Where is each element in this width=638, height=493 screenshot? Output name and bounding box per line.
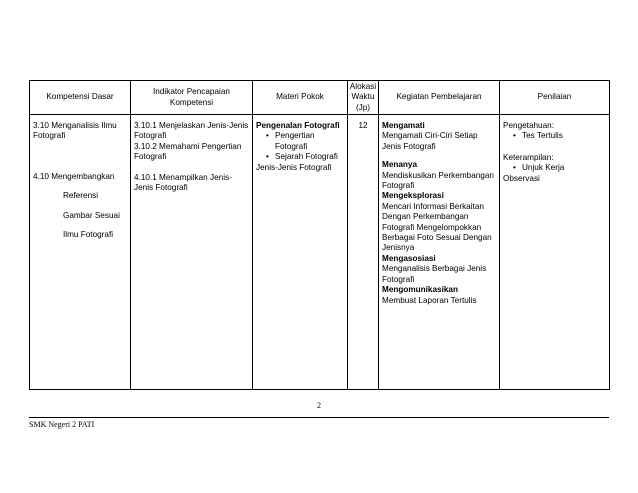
header-indikator: Indikator Pencapaian Kompetensi (131, 81, 253, 115)
cell-indikator (131, 115, 253, 390)
kegiatan-menanya-text: Mendiskusikan Perkembangan Fotografi (382, 170, 494, 191)
indikator-3-10-1: 3.10.1 Menjelaskan Jenis-Jenis Fotografi (134, 121, 249, 141)
indikator-3-10-2: 3.10.2 Memahami Pengertian Fotografi (134, 141, 242, 162)
table-row (30, 115, 610, 390)
penilaian-pengetahuan-list (503, 131, 606, 141)
kegiatan-mengamati-text: Mengamati Ciri-Ciri Setiap Jenis Fotografi (382, 131, 478, 151)
kegiatan-eksplorasi-label: Mengeksplorasi (382, 191, 444, 201)
kegiatan-menanya-label: Menanya (382, 160, 418, 170)
indikator-4-10-1: 4.10.1 Menampilkan Jenis-Jenis Fotografi (134, 172, 232, 193)
cell-alokasi: 12 (348, 115, 379, 390)
materi-title: Pengenalan Fotografi (256, 121, 340, 130)
table-header-row (30, 81, 610, 115)
footer-divider (29, 417, 609, 418)
header-penilaian: Penilaian (500, 81, 610, 115)
kegiatan-komunikasi-text: Membuat Laporan Tertulis (382, 295, 477, 305)
kegiatan-mengamati-label: Mengamati (382, 121, 425, 130)
kegiatan-asosiasi-text: Menganalisis Berbagai Jenis Fotografi (382, 264, 487, 284)
penilaian-keterampilan-label: Keterampilan: (503, 152, 554, 162)
header-kompetensi-dasar: Kompetensi Dasar (30, 81, 131, 115)
list-item: • Pengertian Fotografi (266, 131, 344, 152)
materi-list (256, 131, 344, 162)
cell-kompetensi-dasar (30, 115, 131, 390)
materi-tail: Jenis-Jenis Fotografi (256, 162, 332, 172)
penilaian-pengetahuan-label: Pengetahuan: (503, 121, 554, 130)
list-item: • Tes Tertulis (513, 131, 606, 141)
cell-penilaian (500, 115, 610, 390)
footer-school-name: SMK Negeri 2 PATI (29, 420, 95, 429)
kegiatan-asosiasi-label: Mengasosiasi (382, 253, 436, 263)
kd-item: Gambar Sesuai (63, 210, 120, 220)
penilaian-keterampilan-list (503, 163, 606, 173)
kd-4-10: 4.10 Mengembangkan (33, 171, 115, 181)
kegiatan-eksplorasi-text: Mencari Informasi Berkaitan Dengan Perkembangan Fotografi Mengelompokkan Berbagai Foto Sesuai Dengan Jenisnya (382, 201, 492, 253)
penilaian-keterampilan-tail: Observasi (503, 173, 540, 183)
kd-3-10: 3.10 Menganalisis Ilmu Fotografi (33, 121, 117, 141)
page-number: 2 (317, 401, 321, 410)
cell-kegiatan (379, 115, 500, 390)
lesson-plan-table (29, 80, 610, 390)
list-item: • Sejarah Fotografi (266, 152, 344, 162)
header-alokasi-waktu: Alokasi Waktu (Jp) (348, 81, 379, 115)
kegiatan-komunikasi-label: Mengomunikasikan (382, 285, 458, 295)
header-materi-pokok: Materi Pokok (253, 81, 348, 115)
header-kegiatan: Kegiatan Pembelajaran (379, 81, 500, 115)
kd-item: Referensi (63, 191, 99, 201)
list-item: • Unjuk Kerja (513, 163, 606, 173)
kd-item: Ilmu Fotografi (63, 230, 114, 240)
cell-materi-pokok (253, 115, 348, 390)
kd-4-10-items (33, 191, 127, 240)
